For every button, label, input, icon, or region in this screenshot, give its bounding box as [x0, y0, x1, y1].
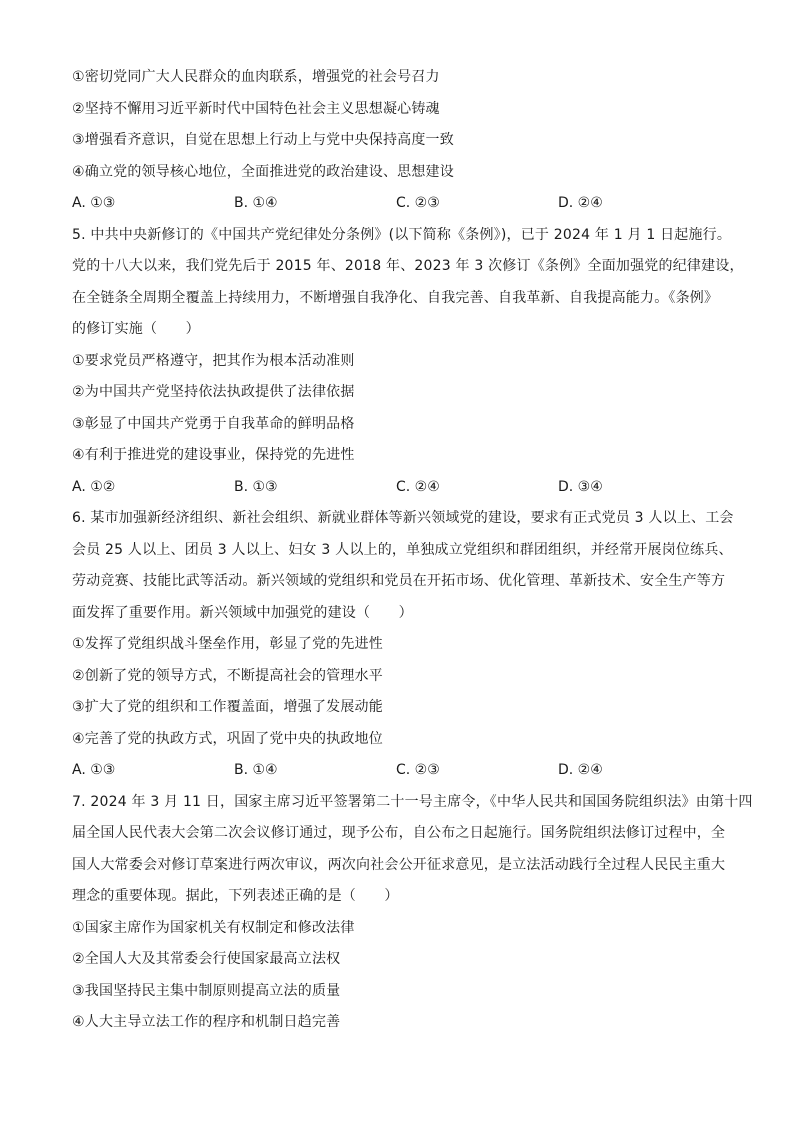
question-stem-line: 党的十八大以来，我们党先后于 2015 年、2018 年、2023 年 3 次修订《条例》全面加强党的纪律建设， [72, 258, 744, 274]
option-d[interactable]: D. ②④ [558, 195, 603, 211]
statement-4: ④确立党的领导核心地位，全面推进党的政治建设、思想建设 [72, 163, 454, 180]
statement-4: ④人大主导立法工作的程序和机制日趋完善 [72, 1014, 341, 1030]
option-d[interactable]: D. ②④ [558, 762, 603, 778]
question-5 [72, 220, 744, 504]
statement-1: ①发挥了党组织战斗堡垒作用，彰显了党的先进性 [72, 636, 383, 652]
question-stem-line: 届全国人民代表大会第二次会议修订通过，现予公布，自公布之日起施行。国务院组织法修订过程中，全 [72, 825, 726, 841]
statement-2: ②坚持不懈用习近平新时代中国特色社会主义思想凝心铸魂 [72, 100, 440, 117]
question-stem-line: 7. 2024 年 3 月 11 日，国家主席习近平签署第二十一号主席令，《中华人民共和国国务院组织法》由第十四 [72, 793, 753, 810]
question-stem-line: 理念的重要体现。据此，下列表述正确的是（ ） [72, 888, 399, 904]
question-4 [72, 62, 732, 220]
question-stem-line: 的修订实施（ ） [72, 321, 200, 337]
statement-4: ④有利于推进党的建设事业，保持党的先进性 [72, 447, 355, 463]
option-a[interactable]: A. ①③ [72, 195, 116, 211]
option-b[interactable]: B. ①③ [234, 478, 278, 495]
statement-3: ③增强看齐意识，自觉在思想上行动上与党中央保持高度一致 [72, 132, 454, 148]
statement-3: ③彰显了中国共产党勇于自我革命的鲜明品格 [72, 415, 355, 432]
question-stem-line: 国人大常委会对修订草案进行两次审议，两次向社会公开征求意见，是立法活动践行全过程人民民主重大 [72, 856, 726, 873]
question-7 [72, 787, 753, 1039]
statement-4: ④完善了党的执政方式，巩固了党中央的执政地位 [72, 730, 383, 747]
exam-page [72, 62, 753, 1039]
option-b[interactable]: B. ①④ [234, 762, 278, 778]
answer-options [72, 188, 732, 220]
question-6 [72, 503, 732, 787]
question-stem-line: 在全链条全周期全覆盖上持续用力，不断增强自我净化、自我完善、自我革新、自我提高能力。《条例》 [72, 289, 719, 306]
statement-3: ③扩大了党的组织和工作覆盖面，增强了发展动能 [72, 699, 383, 715]
question-stem-line: 5. 中共中央新修订的《中国共产党纪律处分条例》(以下简称《条例》)，已于 2024 年 1 月 1 日起施行。 [72, 226, 732, 243]
question-stem-line: 面发挥了重要作用。新兴领域中加强党的建设（ ） [72, 604, 413, 621]
option-c[interactable]: C. ②③ [396, 762, 440, 778]
statement-2: ②全国人大及其常委会行使国家最高立法权 [72, 951, 341, 967]
answer-options [72, 472, 732, 504]
statement-2: ②创新了党的领导方式，不断提高社会的管理水平 [72, 667, 383, 684]
question-stem-line: 劳动竞赛、技能比武等活动。新兴领域的党组织和党员在开拓市场、优化管理、革新技术、安全生产等方 [72, 573, 726, 589]
option-a[interactable]: A. ①③ [72, 762, 116, 778]
question-stem-line: 6. 某市加强新经济组织、新社会组织、新就业群体等新兴领域党的建设，要求有正式党员 3 人以上、工会 [72, 510, 734, 526]
statement-3: ③我国坚持民主集中制原则提高立法的质量 [72, 982, 341, 999]
statement-1: ①国家主席作为国家机关有权制定和修改法律 [72, 919, 355, 936]
option-b[interactable]: B. ①④ [234, 195, 278, 211]
option-c[interactable]: C. ②③ [396, 195, 440, 211]
option-c[interactable]: C. ②④ [396, 478, 440, 495]
question-stem-line: 会员 25 人以上、团员 3 人以上、妇女 3 人以上的，单独成立党组织和群团组织，并经常开展岗位练兵、 [72, 541, 733, 558]
option-a[interactable]: A. ①② [72, 478, 116, 495]
statement-2: ②为中国共产党坚持依法执政提供了法律依据 [72, 384, 355, 400]
statement-1: ①要求党员严格遵守，把其作为根本活动准则 [72, 352, 355, 369]
answer-options [72, 755, 732, 787]
option-d[interactable]: D. ③④ [558, 478, 603, 495]
statement-1: ①密切党同广大人民群众的血肉联系，增强党的社会号召力 [72, 69, 440, 85]
